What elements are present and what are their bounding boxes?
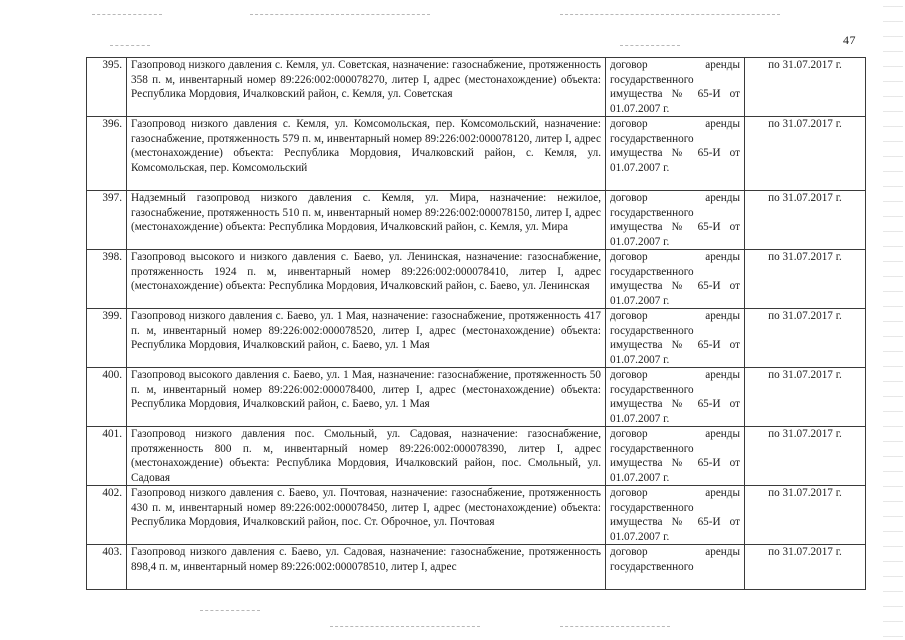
row-number: 395. bbox=[87, 58, 127, 117]
row-number: 398. bbox=[87, 250, 127, 309]
legal-basis: договор аренды государственного имущества № 65-И от 01.07.2007 г. bbox=[606, 250, 745, 309]
row-number: 397. bbox=[87, 191, 127, 250]
legal-basis: договор аренды государственного bbox=[606, 545, 745, 590]
row-number: 403. bbox=[87, 545, 127, 590]
object-description: Газопровод низкого давления пос. Смольный, ул. Садовая, назначение: газоснабжение, протяженность 800 п. м, инвентарный номер 89:226:002:000078390, литер I, адрес (местонахождение) объекта: Республика Мордовия, Ичалковский район, пос. Смольный, ул. Садовая bbox=[127, 427, 606, 486]
legal-basis: договор аренды государственного имущества № 65-И от 01.07.2007 г. bbox=[606, 486, 745, 545]
legal-basis: договор аренды государственного имущества № 65-И от 01.07.2007 г. bbox=[606, 368, 745, 427]
term-date: по 31.07.2017 г. bbox=[745, 58, 866, 117]
row-number: 396. bbox=[87, 117, 127, 191]
object-description: Газопровод низкого давления с. Кемля, ул. Комсомольская, пер. Комсомольский, назначение: газоснабжение, протяженность 579 п. м, инвентарный номер 89:226:002:000078120, литер I, адрес (местонахождение) объекта: Республика Мордовия, Ичалковский район, с. Кемля, ул. Комсомольская, пер. Комсомольский bbox=[127, 117, 606, 191]
table-row bbox=[87, 486, 866, 545]
row-number: 401. bbox=[87, 427, 127, 486]
legal-basis: договор аренды государственного имущества № 65-И от 01.07.2007 г. bbox=[606, 427, 745, 486]
term-date: по 31.07.2017 г. bbox=[745, 250, 866, 309]
row-number: 400. bbox=[87, 368, 127, 427]
term-date: по 31.07.2017 г. bbox=[745, 545, 866, 590]
object-description: Газопровод низкого давления с. Кемля, ул. Советская, назначение: газоснабжение, протяженность 358 п. м, инвентарный номер 89:226:002:000078270, литер I, адрес (местонахождение) объекта: Республика Мордовия, Ичалковский район, с. Кемля, ул. Советская bbox=[127, 58, 606, 117]
scan-artifact-line bbox=[200, 610, 260, 611]
row-number: 399. bbox=[87, 309, 127, 368]
scan-artifact-line bbox=[330, 626, 480, 627]
table-row bbox=[87, 250, 866, 309]
object-description: Газопровод низкого давления с. Баево, ул. 1 Мая, назначение: газоснабжение, протяженность 417 п. м, инвентарный номер 89:226:002:000078520, литер I, адрес (местонахождение) объекта: Республика Мордовия, Ичалковский район, с. Баево, ул. 1 Мая bbox=[127, 309, 606, 368]
scan-artifact-line bbox=[560, 14, 780, 15]
table-row bbox=[87, 427, 866, 486]
term-date: по 31.07.2017 г. bbox=[745, 117, 866, 191]
legal-basis: договор аренды государственного имущества № 65-И от 01.07.2007 г. bbox=[606, 117, 745, 191]
object-description: Газопровод высокого и низкого давления с. Баево, ул. Ленинская, назначение: газоснабжение, протяженность 1924 п. м, инвентарный номер 89:226:002:000078410, литер I, адрес (местонахождение) объекта: Республика Мордовия, Ичалковский район, с. Баево, ул. Ленинская bbox=[127, 250, 606, 309]
scan-edge-shadow bbox=[883, 0, 903, 640]
legal-basis: договор аренды государственного имущества № 65-И от 01.07.2007 г. bbox=[606, 309, 745, 368]
legal-basis: договор аренды государственного имущества № 65-И от 01.07.2007 г. bbox=[606, 58, 745, 117]
table-row bbox=[87, 309, 866, 368]
property-registry-table bbox=[86, 57, 866, 590]
table-row bbox=[87, 58, 866, 117]
legal-basis: договор аренды государственного имущества № 65-И от 01.07.2007 г. bbox=[606, 191, 745, 250]
object-description: Газопровод низкого давления с. Баево, ул. Садовая, назначение: газоснабжение, протяженность 898,4 п. м, инвентарный номер 89:226:002:000078510, литер I, адрес bbox=[127, 545, 606, 590]
table-row bbox=[87, 117, 866, 191]
page-number: 47 bbox=[843, 33, 856, 47]
object-description: Надземный газопровод низкого давления с. Кемля, ул. Мира, назначение: нежилое, газоснабжение, протяженность 510 п. м, инвентарный номер 89:226:002:000078150, литер I, адрес (местонахождение) объекта: Республика Мордовия, Ичалковский район, с. Кемля, ул. Мира bbox=[127, 191, 606, 250]
scan-artifact-line bbox=[110, 45, 150, 46]
scan-artifact-line bbox=[620, 45, 680, 46]
scan-artifact-line bbox=[250, 14, 430, 15]
table-row bbox=[87, 191, 866, 250]
table-row bbox=[87, 545, 866, 590]
term-date: по 31.07.2017 г. bbox=[745, 427, 866, 486]
row-number: 402. bbox=[87, 486, 127, 545]
term-date: по 31.07.2017 г. bbox=[745, 309, 866, 368]
scan-artifact-line bbox=[92, 14, 162, 15]
scan-artifact-line bbox=[560, 626, 670, 627]
object-description: Газопровод высокого давления с. Баево, ул. 1 Мая, назначение: газоснабжение, протяженность 50 п. м, инвентарный номер 89:226:002:000078400, литер I, адрес (местонахождение) объекта: Республика Мордовия, Ичалковский район, с. Баево, ул. 1 Мая bbox=[127, 368, 606, 427]
term-date: по 31.07.2017 г. bbox=[745, 368, 866, 427]
table-row bbox=[87, 368, 866, 427]
term-date: по 31.07.2017 г. bbox=[745, 191, 866, 250]
object-description: Газопровод низкого давления с. Баево, ул. Почтовая, назначение: газоснабжение, протяженность 430 п. м, инвентарный номер 89:226:002:000078450, литер I, адрес (местонахождение) объекта: Республика Мордовия, Ичалковский район, пос. Ст. Оброчное, ул. Почтовая bbox=[127, 486, 606, 545]
term-date: по 31.07.2017 г. bbox=[745, 486, 866, 545]
